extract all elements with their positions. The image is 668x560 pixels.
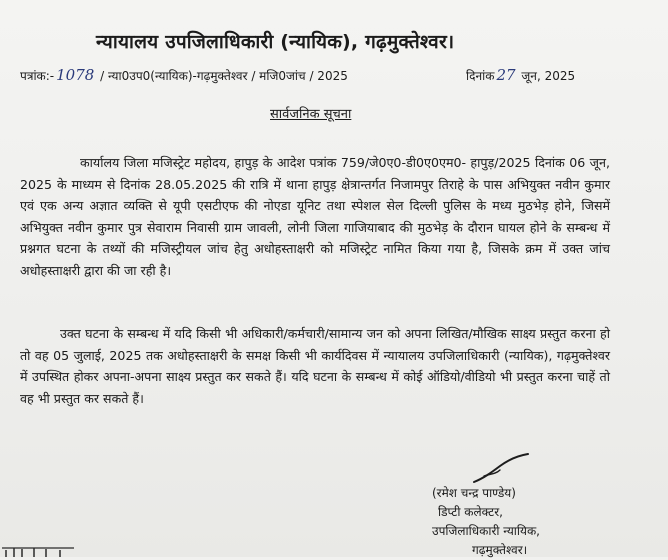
signatory-designation-2: उपजिलाधिकारी न्यायिक, (432, 524, 540, 538)
date-day: 27 (496, 66, 516, 84)
notice-heading: सार्वजनिक सूचना (270, 107, 352, 122)
reference-line (20, 66, 348, 84)
signatory-place: गढ़मुक्तेश्वर। (472, 543, 528, 557)
date-line (466, 66, 575, 84)
ref-prefix: पत्रांक:- (20, 69, 55, 83)
paragraph-2: उक्त घटना के सम्बन्ध में यदि किसी भी अधिकारी/कर्मचारी/सामान्य जन को अपना लिखित/मौखिक साक्ष्य प्रस्तुत करना हो तो वह 05 जुलाई, 2025 तक अधोहस्ताक्षरी के समक्ष किसी भी कार्यदिवस में न्यायालय उपजिलाधिकारी (न्यायिक), गढ़मुक्तेश्वर में उपस्थित होकर अपना-अपना साक्ष्य प्रस्तुत कर सकते हैं। यदि घटना के सम्बन्ध में कोई ऑडियो/वीडियो भी प्रस्तुत करना चाहें तो वह भी प्रस्तुत कर सकते हैं। (20, 326, 610, 406)
signature-block (432, 484, 540, 560)
ref-path: / न्या0उप0(न्यायिक)-गढ़मुक्तेश्वर / मजि0जांच / 2025 (100, 69, 348, 83)
date-prefix: दिनांक (466, 69, 495, 83)
ref-number: 1078 (56, 66, 95, 84)
paragraph-1: कार्यालय जिला मजिस्ट्रेट महोदय, हापुड़ के आदेश पत्रांक 759/जे0ए0-डी0ए0एम0- हापुड़/2025 दिनांक 06 जून, 2025 के माध्यम से दिनांक 28.05.2025 की रात्रि में थाना हापुड़ क्षेत्रान्तर्गत निजामपुर तिराहे के पास अभियुक्त नवीन कुमार एवं एक अन्य अज्ञात व्यक्ति से यूपी एसटीएफ की नोएडा यूनिट तथा स्पेशल सेल दिल्ली पुलिस के मध्य मुठभेड़ होने, जिसमें अभियुक्त नवीन कुमार पुत्र सेवाराम निवासी ग्राम जावली, लोनी जिला गाजियाबाद की मुठभेड़ के दौरान घायल होने के सम्बन्ध में प्रश्नगत घटना के तथ्यों की मजिस्ट्रीयल जांच हेतु अधोहस्ताक्षरी को मजिस्ट्रेट नामित किया गया है, जिसके क्रम में उक्त जांच अधोहस्ताक्षरी द्वारा की जा रही है। (20, 155, 610, 278)
cropped-text-fragment (0, 536, 90, 557)
signatory-name: (रमेश चन्द्र पाण्डेय) (432, 486, 516, 500)
signatory-designation-1: डिप्टी कलेक्टर, (438, 505, 503, 519)
signature-mark (470, 452, 532, 486)
court-title: न्यायालय उपजिलाधिकारी (न्यायिक), गढ़मुक्तेश्वर। (96, 31, 455, 53)
date-rest: जून, 2025 (521, 69, 576, 83)
